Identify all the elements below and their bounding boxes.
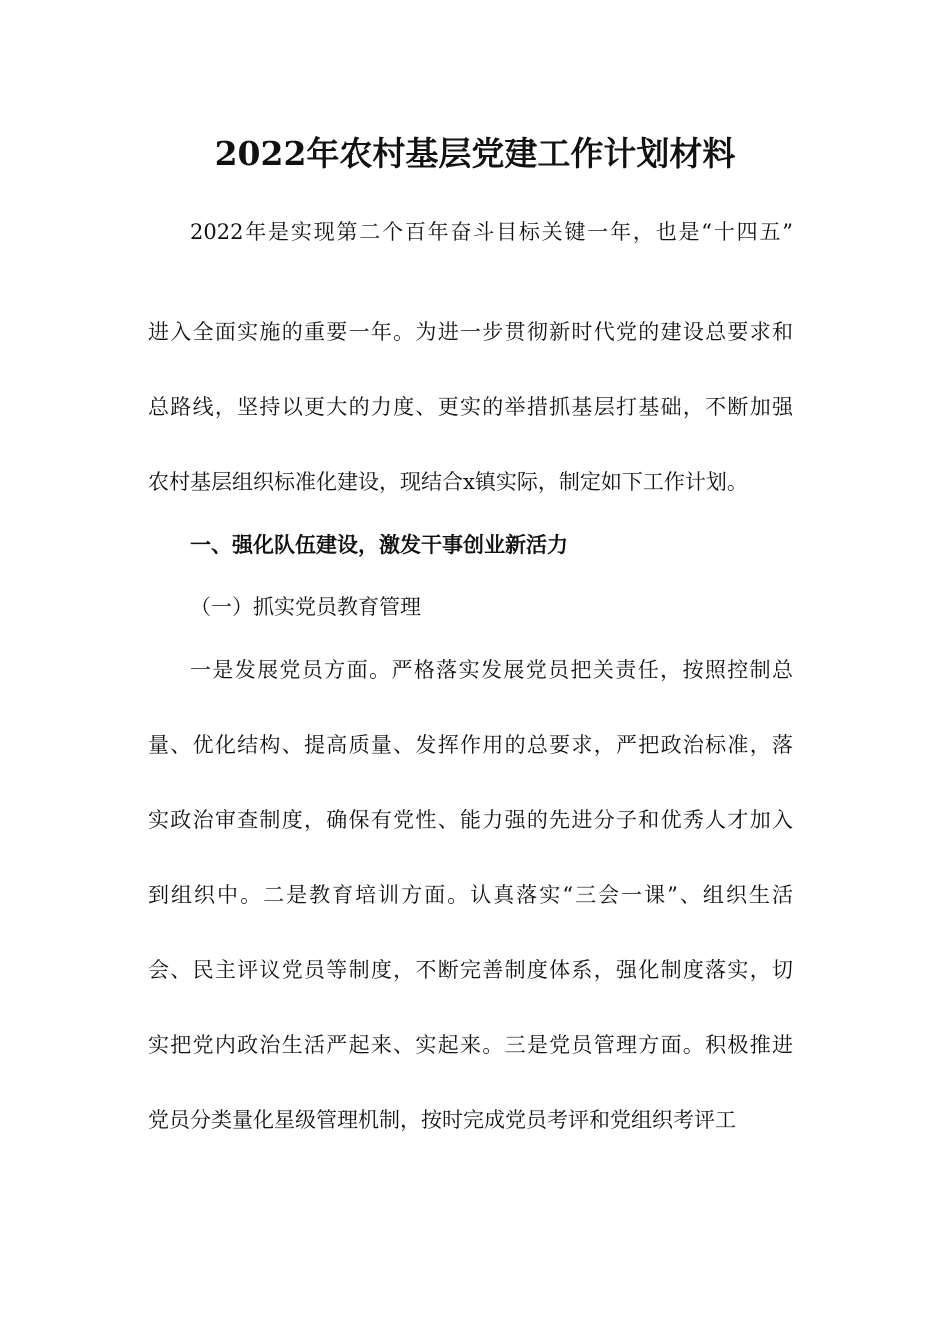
paragraph-line: 实把党内政治生活严起来、实起来。三是党员管理方面。积极推进 bbox=[148, 1033, 793, 1057]
paragraph-line: 党员分类量化星级管理机制，按时完成党员考评和党组织考评工 bbox=[148, 1108, 736, 1132]
paragraph-line: 总路线，坚持以更大的力度、更实的举措抓基层打基础，不断加强 bbox=[148, 395, 793, 419]
paragraph-line: 实政治审查制度，确保有党性、能力强的先进分子和优秀人才加入 bbox=[148, 808, 793, 832]
paragraph-line: 2022年是实现第二个百年奋斗目标关键一年，也是“十四五” bbox=[190, 220, 793, 244]
paragraph-line: 一是发展党员方面。严格落实发展党员把关责任，按照控制总 bbox=[190, 658, 793, 682]
paragraph-line: 会、民主评议党员等制度，不断完善制度体系，强化制度落实，切 bbox=[148, 958, 793, 982]
document-title: 2022年农村基层党建工作计划材料 bbox=[214, 134, 736, 173]
paragraph-line: 量、优化结构、提高质量、发挥作用的总要求，严把政治标准，落 bbox=[148, 733, 793, 757]
paragraph-line: 农村基层组织标准化建设，现结合x镇实际，制定如下工作计划。 bbox=[148, 470, 748, 494]
paragraph-line: 进入全面实施的重要一年。为进一步贯彻新时代党的建设总要求和 bbox=[148, 320, 793, 344]
subsection-heading: （一）抓实党员教育管理 bbox=[190, 595, 421, 619]
paragraph-line: 到组织中。二是教育培训方面。认真落实“三会一课”、组织生活 bbox=[148, 883, 793, 907]
section-heading: 一、强化队伍建设，激发干事创业新活力 bbox=[190, 532, 568, 557]
